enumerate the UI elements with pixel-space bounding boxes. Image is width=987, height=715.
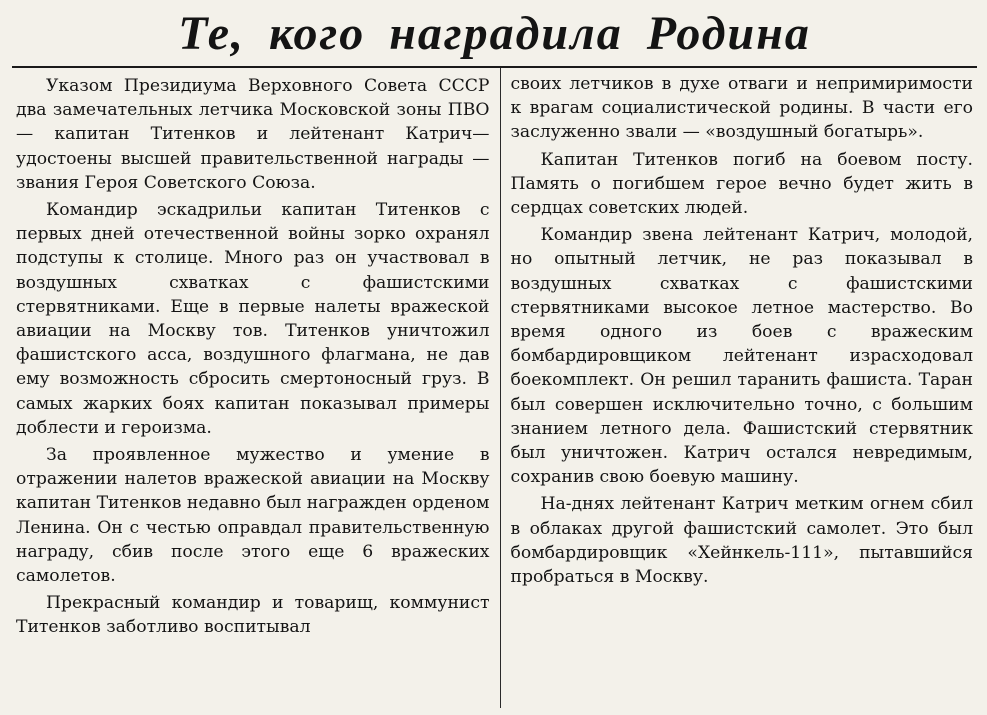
paragraph: Прекрасный командир и товарищ, коммунист Титенков заботливо воспитывал — [16, 593, 490, 638]
paragraph: Капитан Титенков погиб на боевом посту. Память о погибшем герое вечно будет жить в сердцах советских людей. — [510, 149, 973, 219]
paragraph: Командир звена лейтенант Катрич, молодой, но опытный летчик, не раз показывал в воздушных схватках с фашистскими стервятниками высокое летное мастерство. Во время одного из боев с вражеским бомбардировщиком лейтенант израсходовал боекомплект. Он решил таранить фашиста. Таран был совершен исключительно точно, с большим знанием летного дела. Фашистский стервятник был уничтожен. Катрич остался невредимым, сохранив свою боевую машину. — [510, 225, 973, 488]
paragraph-continued: своих летчиков в духе отваги и непримиримости к врагам социалистической родины. В части его заслуженно звали — «воздушный богатырь». — [510, 74, 973, 143]
left-column — [12, 68, 500, 713]
right-column — [501, 68, 978, 713]
paragraph: За проявленное мужество и умение в отражении налетов вражеской авиации на Москву капитан Титенков недавно был награжден орденом Ленина. Он с честью оправдал правительственную награду, сбив после этого еще 6 вражеских самолетов. — [16, 445, 490, 587]
headline: Те, кого наградила Родина — [178, 7, 811, 60]
article-columns — [12, 68, 977, 713]
paragraph: На-днях лейтенант Катрич метким огнем сбил в облаках другой фашистский самолет. Это был бомбардировщик «Хейнкель-111», пытавшийся пробраться в Москву. — [510, 494, 973, 588]
paragraph: Указом Президиума Верховного Совета СССР два замечательных летчика Московской зоны ПВО — капитан Титенков и лейтенант Катрич—удостоены высшей правительственной награды — звания Героя Советского Союза. — [16, 76, 490, 193]
paragraph: Командир эскадрильи капитан Титенков с первых дней отечественной войны зорко охранял подступы к столице. Много раз он участвовал в воздушных схватках с фашистскими стервятниками. Еще в первые налеты вражеской авиации на Москву тов. Титенков уничтожил фашистского асса, воздушного флагмана, не дав ему возможность сбросить смертоносный груз. В самых жарких боях капитан показывал примеры доблести и героизма. — [16, 200, 490, 438]
